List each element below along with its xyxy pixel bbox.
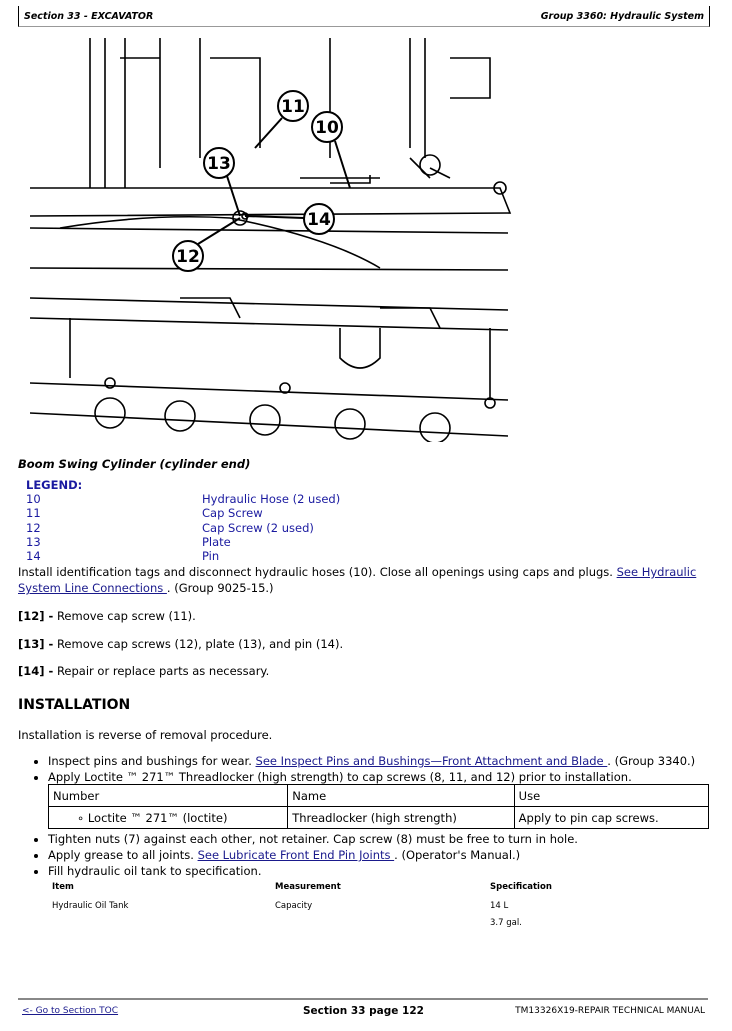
- legend-item: 13 Plate: [26, 534, 231, 549]
- bullet-fill: • Fill hydraulic oil tank to specification.: [48, 863, 732, 879]
- manual-title: TM13326X19-REPAIR TECHNICAL MANUAL: [515, 1006, 705, 1016]
- callout-10: 10: [315, 118, 339, 138]
- group-title: Group 3360: Hydraulic System: [540, 11, 704, 22]
- installation-heading: INSTALLATION: [18, 697, 131, 713]
- section-toc-link[interactable]: <- Go to Section TOC: [22, 1006, 119, 1016]
- inspect-pins-link[interactable]: See Inspect Pins and Bushings—Front Attachment and Blade: [255, 754, 608, 768]
- loctite-table: Number Name Use ∘ Loctite ™ 271™ (loctite) Threadlocker (high strength) Apply to pin cap screws.: [48, 784, 709, 829]
- callout-13: 13: [207, 154, 231, 174]
- legend-item: 14 Pin: [26, 549, 220, 564]
- legend-item: 12 Cap Screw (2 used): [26, 520, 314, 535]
- legend-item: 10 Hydraulic Hose (2 used): [26, 492, 341, 506]
- step-13: [13] - Remove cap screws (12), plate (13), and pin (14).: [18, 637, 344, 651]
- page-header: [18, 6, 710, 27]
- bullet-inspect: • Inspect pins and bushings for wear. See Inspect Pins and Bushings—Front Attachment and Blade . (Group 3340.): [48, 753, 732, 769]
- bullet-tighten: • Tighten nuts (7) against each other, not retainer. Cap screw (8) must be free to turn in hole.: [48, 831, 732, 847]
- step-12: [12] - Remove cap screw (11).: [18, 609, 196, 623]
- callout-12: 12: [176, 247, 200, 267]
- legend-item: 11 Cap Screw: [26, 506, 263, 521]
- lubricate-link[interactable]: See Lubricate Front End Pin Joints: [197, 848, 395, 862]
- boom-swing-cylinder-illustration: [30, 38, 512, 442]
- page-number: Section 33 page 122: [303, 1005, 424, 1017]
- installation-intro: Installation is reverse of removal procedure.: [18, 728, 273, 742]
- manual-page: Section 33 - EXCAVATOR Group 3360: Hydraulic System 11 10 13 14 12 Boom Swing Cylinder (cylinder end) LEGEND: 10 Hydraulic Hose (2 used) 11 Cap Screw 12 Cap Screw (2 used) 13 Plate 14 Pin Install identification tags and disconnect hydraulic hoses (10). Close all openings using caps and plugs. See Hydraulic System Line Connections . (Group 9025-15.) [12] - Remove cap screw (11). [13] - Remove cap screws (12), plate (13), and pin (14). [14] - Repair or replace parts as necessary. INSTALLATION Installation is reverse of removal procedure. • Inspect pins and bushings for wear. See Inspect Pins and Bushings—Front Attachment and Blade . (Group 3340.) • Apply Loctite ™ 271™ Threadlocker (high strength) to cap screws (8, 11, and 12) prior to installation. Number Name Use ∘ Loctite ™ 271™ (loctite) Threadlocker (high strength) Apply to pin cap screws. • Tighten nuts (7) against each other, not retainer. Cap screw (8) must be free to turn in hole. • Apply grease to all joints. See Lubricate Front End Pin Joints . (Operator's Manual.) • Fill hydraulic oil tank to specification. Item Measurement Specification Hydraulic Oil Tank Capacity 14 L 3.7 gal. <- Go to Section TOC Section 33 page 122 TM13326X19-REPAIR TECHNICAL MANUAL: [0, 0, 732, 1031]
- legend-title: LEGEND:: [26, 478, 83, 492]
- page-footer: [18, 998, 708, 1017]
- figure-caption: Boom Swing Cylinder (cylinder end): [18, 457, 251, 471]
- section-title: Section 33 - EXCAVATOR: [24, 11, 154, 22]
- step-disconnect-hoses: Install identification tags and disconnect hydraulic hoses (10). Close all openings using caps and plugs. See Hydraulic System Line Connections . (Group 9025-15.): [18, 565, 697, 595]
- installation-list-2: [18, 831, 732, 879]
- callout-11: 11: [281, 97, 305, 117]
- step-14: [14] - Repair or replace parts as necessary.: [18, 664, 270, 678]
- legend: [26, 478, 340, 563]
- bullet-grease: • Apply grease to all joints. See Lubricate Front End Pin Joints . (Operator's Manual.): [48, 847, 732, 863]
- bullet-loctite: • Apply Loctite ™ 271™ Threadlocker (high strength) to cap screws (8, 11, and 12) prior to installation.: [48, 769, 732, 785]
- installation-list: [18, 753, 732, 785]
- callout-14: 14: [307, 210, 331, 230]
- hydraulic-line-connections-link[interactable]: See Hydraulic System Line Connections: [18, 565, 697, 595]
